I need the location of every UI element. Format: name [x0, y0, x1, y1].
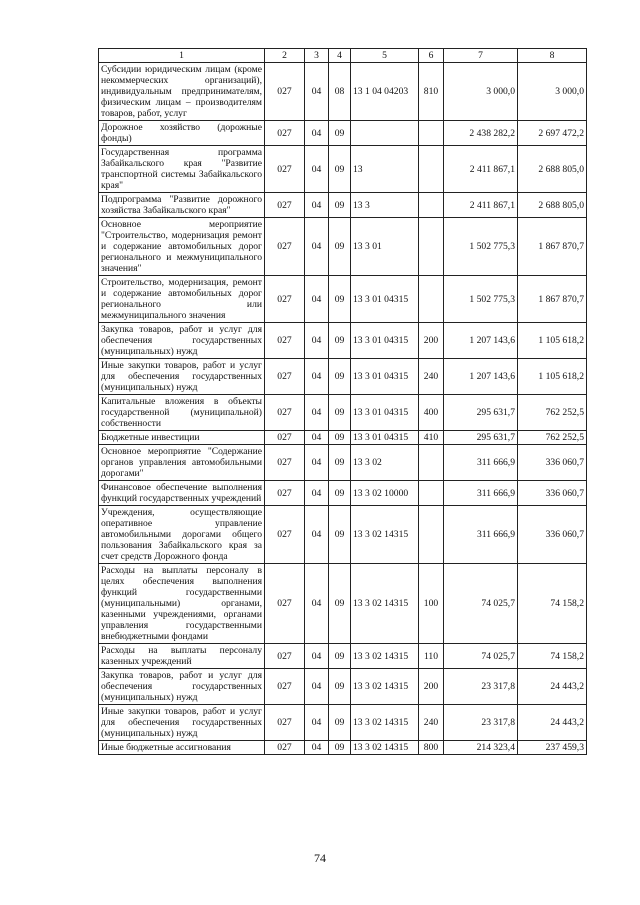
row-name-cell: Строительство, модернизация, ремонт и содержание автомобильных дорог регионального или межмуниципального значения	[99, 276, 265, 323]
amount-year1-cell: 311 666,9	[444, 506, 518, 564]
table-row	[99, 323, 587, 359]
row-name-cell: Закупка товаров, работ и услуг для обеспечения государственных (муниципальных) нужд	[99, 669, 265, 705]
amount-year1-cell: 23 317,8	[444, 705, 518, 741]
amount-year1-cell: 23 317,8	[444, 669, 518, 705]
target-article-cell: 13 3 02 10000	[351, 481, 419, 506]
section-cell: 04	[305, 431, 329, 445]
table-body	[99, 63, 587, 755]
expense-type-cell	[419, 146, 444, 193]
expense-type-cell	[419, 445, 444, 481]
admin-code-cell: 027	[265, 193, 305, 218]
amount-year1-cell: 1 502 775,3	[444, 218, 518, 276]
target-article-cell: 13 1 04 04203	[351, 63, 419, 121]
row-name-cell: Дорожное хозяйство (дорожные фонды)	[99, 121, 265, 146]
row-name-cell: Капитальные вложения в объекты государственной (муниципальной) собственности	[99, 395, 265, 431]
col-header: 4	[329, 49, 351, 63]
target-article-cell: 13 3 01 04315	[351, 276, 419, 323]
row-name-cell: Основное мероприятие "Строительство, модернизация ремонт и содержание автомобильных дорог регионального и межмуниципального значения"	[99, 218, 265, 276]
table-row	[99, 705, 587, 741]
target-article-cell: 13 3 02 14315	[351, 644, 419, 669]
amount-year2-cell: 24 443,2	[518, 705, 587, 741]
subsection-cell: 09	[329, 395, 351, 431]
target-article-cell: 13	[351, 146, 419, 193]
admin-code-cell: 027	[265, 359, 305, 395]
page-number: 74	[314, 851, 326, 865]
admin-code-cell: 027	[265, 644, 305, 669]
amount-year2-cell: 336 060,7	[518, 481, 587, 506]
col-header: 5	[351, 49, 419, 63]
table-row	[99, 63, 587, 121]
admin-code-cell: 027	[265, 445, 305, 481]
col-header: 1	[99, 49, 265, 63]
section-cell: 04	[305, 506, 329, 564]
amount-year1-cell: 311 666,9	[444, 481, 518, 506]
target-article-cell: 13 3 01	[351, 218, 419, 276]
expense-type-cell	[419, 121, 444, 146]
expense-type-cell	[419, 276, 444, 323]
table-row	[99, 431, 587, 445]
amount-year2-cell: 237 459,3	[518, 741, 587, 755]
subsection-cell: 09	[329, 359, 351, 395]
table-row	[99, 506, 587, 564]
admin-code-cell: 027	[265, 481, 305, 506]
col-header: 2	[265, 49, 305, 63]
admin-code-cell: 027	[265, 218, 305, 276]
row-name-cell: Государственная программа Забайкальского края "Развитие транспортной системы Забайкальского края"	[99, 146, 265, 193]
amount-year1-cell: 311 666,9	[444, 445, 518, 481]
col-header: 3	[305, 49, 329, 63]
section-cell: 04	[305, 644, 329, 669]
table-row	[99, 193, 587, 218]
budget-table	[98, 48, 587, 755]
subsection-cell: 09	[329, 146, 351, 193]
table-row	[99, 564, 587, 644]
section-cell: 04	[305, 121, 329, 146]
target-article-cell: 13 3 02	[351, 445, 419, 481]
amount-year2-cell: 2 688 805,0	[518, 193, 587, 218]
expense-type-cell: 110	[419, 644, 444, 669]
amount-year2-cell: 1 867 870,7	[518, 276, 587, 323]
expense-type-cell: 200	[419, 669, 444, 705]
row-name-cell: Основное мероприятие "Содержание органов управления автомобильными дорогами"	[99, 445, 265, 481]
admin-code-cell: 027	[265, 146, 305, 193]
target-article-cell: 13 3 01 04315	[351, 395, 419, 431]
amount-year2-cell: 2 688 805,0	[518, 146, 587, 193]
amount-year1-cell: 3 000,0	[444, 63, 518, 121]
amount-year2-cell: 24 443,2	[518, 669, 587, 705]
expense-type-cell: 400	[419, 395, 444, 431]
section-cell: 04	[305, 481, 329, 506]
subsection-cell: 09	[329, 644, 351, 669]
amount-year2-cell: 336 060,7	[518, 445, 587, 481]
amount-year2-cell: 336 060,7	[518, 506, 587, 564]
section-cell: 04	[305, 218, 329, 276]
target-article-cell: 13 3 01 04315	[351, 431, 419, 445]
table-row	[99, 359, 587, 395]
amount-year1-cell: 214 323,4	[444, 741, 518, 755]
admin-code-cell: 027	[265, 63, 305, 121]
target-article-cell: 13 3 02 14315	[351, 669, 419, 705]
amount-year1-cell: 74 025,7	[444, 564, 518, 644]
amount-year2-cell: 3 000,0	[518, 63, 587, 121]
section-cell: 04	[305, 276, 329, 323]
admin-code-cell: 027	[265, 741, 305, 755]
amount-year1-cell: 1 502 775,3	[444, 276, 518, 323]
amount-year2-cell: 74 158,2	[518, 564, 587, 644]
subsection-cell: 09	[329, 276, 351, 323]
subsection-cell: 08	[329, 63, 351, 121]
table-row	[99, 276, 587, 323]
amount-year1-cell: 295 631,7	[444, 431, 518, 445]
amount-year1-cell: 1 207 143,6	[444, 323, 518, 359]
col-header: 6	[419, 49, 444, 63]
admin-code-cell: 027	[265, 276, 305, 323]
section-cell: 04	[305, 63, 329, 121]
table-row	[99, 395, 587, 431]
admin-code-cell: 027	[265, 506, 305, 564]
expense-type-cell: 240	[419, 359, 444, 395]
row-name-cell: Расходы на выплаты персоналу в целях обеспечения выполнения функций государственными (муниципальными) органами, казенными учреждениями, органами управления государственными внебюджетными фондами	[99, 564, 265, 644]
target-article-cell: 13 3 02 14315	[351, 741, 419, 755]
row-name-cell: Финансовое обеспечение выполнения функций государственных учреждений	[99, 481, 265, 506]
amount-year2-cell: 1 105 618,2	[518, 323, 587, 359]
expense-type-cell: 410	[419, 431, 444, 445]
row-name-cell: Субсидии юридическим лицам (кроме некоммерческих организаций), индивидуальным предпринимателям, физическим лицам – производителям товаров, работ, услуг	[99, 63, 265, 121]
admin-code-cell: 027	[265, 431, 305, 445]
section-cell: 04	[305, 395, 329, 431]
amount-year1-cell: 295 631,7	[444, 395, 518, 431]
amount-year2-cell: 1 867 870,7	[518, 218, 587, 276]
amount-year2-cell: 2 697 472,2	[518, 121, 587, 146]
subsection-cell: 09	[329, 741, 351, 755]
table-row	[99, 481, 587, 506]
subsection-cell: 09	[329, 506, 351, 564]
expense-type-cell	[419, 506, 444, 564]
target-article-cell	[351, 121, 419, 146]
table-row	[99, 741, 587, 755]
expense-type-cell	[419, 193, 444, 218]
section-cell: 04	[305, 669, 329, 705]
amount-year2-cell: 74 158,2	[518, 644, 587, 669]
table-row	[99, 644, 587, 669]
section-cell: 04	[305, 564, 329, 644]
subsection-cell: 09	[329, 445, 351, 481]
row-name-cell: Учреждения, осуществляющие оперативное управление автомобильными дорогами общего пользования Забайкальского края за счет средств Дорожного фонда	[99, 506, 265, 564]
target-article-cell: 13 3 02 14315	[351, 506, 419, 564]
subsection-cell: 09	[329, 121, 351, 146]
amount-year2-cell: 762 252,5	[518, 431, 587, 445]
col-header: 7	[444, 49, 518, 63]
table-row	[99, 445, 587, 481]
row-name-cell: Расходы на выплаты персоналу казенных учреждений	[99, 644, 265, 669]
header-row	[99, 49, 587, 63]
target-article-cell: 13 3	[351, 193, 419, 218]
admin-code-cell: 027	[265, 395, 305, 431]
subsection-cell: 09	[329, 431, 351, 445]
section-cell: 04	[305, 323, 329, 359]
section-cell: 04	[305, 359, 329, 395]
expense-type-cell: 240	[419, 705, 444, 741]
section-cell: 04	[305, 445, 329, 481]
subsection-cell: 09	[329, 705, 351, 741]
admin-code-cell: 027	[265, 564, 305, 644]
amount-year1-cell: 1 207 143,6	[444, 359, 518, 395]
target-article-cell: 13 3 02 14315	[351, 705, 419, 741]
section-cell: 04	[305, 741, 329, 755]
admin-code-cell: 027	[265, 121, 305, 146]
expense-type-cell: 200	[419, 323, 444, 359]
col-header: 8	[518, 49, 587, 63]
admin-code-cell: 027	[265, 669, 305, 705]
amount-year1-cell: 2 438 282,2	[444, 121, 518, 146]
target-article-cell: 13 3 01 04315	[351, 359, 419, 395]
amount-year2-cell: 762 252,5	[518, 395, 587, 431]
amount-year1-cell: 74 025,7	[444, 644, 518, 669]
row-name-cell: Иные бюджетные ассигнования	[99, 741, 265, 755]
expense-type-cell: 810	[419, 63, 444, 121]
amount-year1-cell: 2 411 867,1	[444, 193, 518, 218]
table-row	[99, 218, 587, 276]
subsection-cell: 09	[329, 218, 351, 276]
target-article-cell: 13 3 01 04315	[351, 323, 419, 359]
table-row	[99, 146, 587, 193]
table-row	[99, 121, 587, 146]
row-name-cell: Иные закупки товаров, работ и услуг для обеспечения государственных (муниципальных) нужд	[99, 359, 265, 395]
expense-type-cell: 800	[419, 741, 444, 755]
row-name-cell: Закупка товаров, работ и услуг для обеспечения государственных (муниципальных) нужд	[99, 323, 265, 359]
table-row	[99, 669, 587, 705]
admin-code-cell: 027	[265, 323, 305, 359]
expense-type-cell	[419, 218, 444, 276]
amount-year1-cell: 2 411 867,1	[444, 146, 518, 193]
row-name-cell: Подпрограмма "Развитие дорожного хозяйства Забайкальского края"	[99, 193, 265, 218]
expense-type-cell: 100	[419, 564, 444, 644]
section-cell: 04	[305, 146, 329, 193]
subsection-cell: 09	[329, 193, 351, 218]
amount-year2-cell: 1 105 618,2	[518, 359, 587, 395]
subsection-cell: 09	[329, 323, 351, 359]
subsection-cell: 09	[329, 669, 351, 705]
subsection-cell: 09	[329, 481, 351, 506]
row-name-cell: Иные закупки товаров, работ и услуг для обеспечения государственных (муниципальных) нужд	[99, 705, 265, 741]
subsection-cell: 09	[329, 564, 351, 644]
expense-type-cell	[419, 481, 444, 506]
admin-code-cell: 027	[265, 705, 305, 741]
section-cell: 04	[305, 705, 329, 741]
row-name-cell: Бюджетные инвестиции	[99, 431, 265, 445]
target-article-cell: 13 3 02 14315	[351, 564, 419, 644]
section-cell: 04	[305, 193, 329, 218]
